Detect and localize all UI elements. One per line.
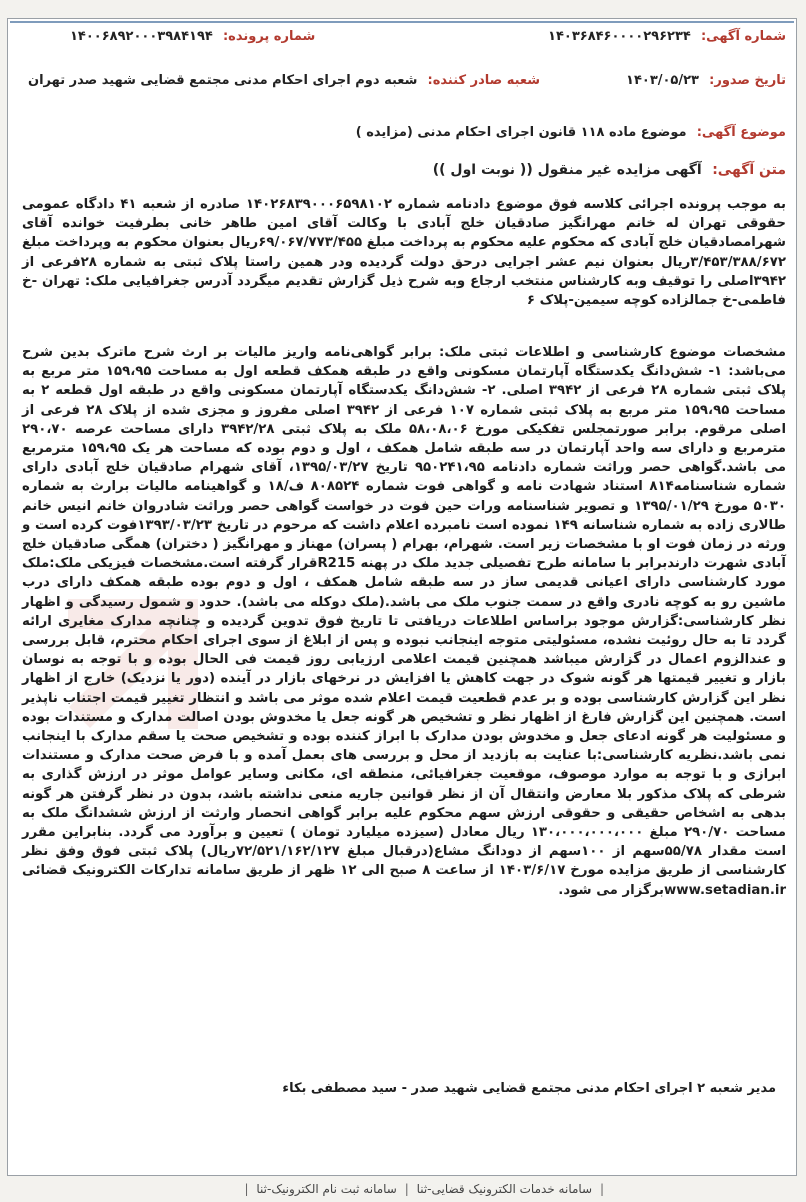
subject-label: موضوع آگهی: — [696, 125, 786, 140]
notice-number — [548, 27, 786, 47]
signature-line: مدیر شعبه ۲ اجرای احکام مدنی مجتمع قضایی شهید صدر - سید مصطفی بکاء — [282, 1081, 776, 1096]
notice-text-title — [18, 159, 786, 181]
notice-number-value: ۱۴۰۳۶۸۴۶۰۰۰۰۲۹۶۲۳۴ — [548, 29, 691, 44]
issue-date-label: تاریخ صدور: — [709, 73, 786, 88]
issuer — [28, 71, 540, 91]
footer-link-sana-registration[interactable]: سامانه ثبت نام الکترونیک-ثنا — [256, 1182, 397, 1196]
issue-date-value: ۱۴۰۳/۰۵/۲۳ — [626, 73, 699, 88]
case-number — [70, 27, 315, 47]
footer-link-sana-services[interactable]: سامانه خدمات الکترونیک قضایی-ثنا — [416, 1182, 593, 1196]
footer-separator: | — [244, 1182, 249, 1196]
footer-bar — [0, 1176, 806, 1202]
footer-separator: | — [404, 1182, 409, 1196]
body-paragraph-2: مشخصات موضوع کارشناسی و اطلاعات ثبتی ملک: برابر گواهی‌نامه واریز مالیات بر ارث شرح ماترک بدین شرح می‌باشد: ۱- شش‌دانگ یکدستگاه آپارتمان مسکونی واقع در طبقه همکف قطعه اول به مساحت ۱۵۹،۹۵ متر مربع به پلاک ثبتی شماره ۲۸ فرعی از ۳۹۴۲ اصلی. ۲- شش‌دانگ یکدستگاه آپارتمان مسکونی واقع در طبقه اول قطعه ۲ به مساحت ۱۵۹،۹۵ متر مربع به پلاک ثبتی شماره ۱۰۷ فرعی از ۳۹۴۲ اصلی مفروز و مجزی شده از پلاک ۲۸ فرعی از اصلی مرقوم. برابر صورتمجلس تفکیکی مورخ ۵۸،۰۸،۰۶ ملک به پلاک ثبتی ۳۹۴۲/۲۸ دارای مساحت عرصه ۲۹۰،۷۰ مترمربع و دارای سه واحد آپارتمان در سه طبقه شامل همکف ، اول و دوم بوده که مساحت هر یک ۱۵۹،۹۵ مترمربع می باشد.گواهی حصر وراثت شماره دادنامه ۹۵۰۲۴۱،۹۵ تاریخ ۱۳۹۵/۰۳/۲۷، آقای شهرام صادقیان خلج آبادی دارای شماره شناسنامه۸۱۴ استناد شهادت نامه و گواهی فوت شماره ۸۰۸۵۲۴ ف/۱۸ و گواهینامه مالیات برارث به شماره ۵۰۳۰ مورخ ۱۳۹۵/۰۱/۲۹ و تصویر شناسنامه ورات حین فوت در خواست گواهی حصر وراثت شادروان خانم انیس خانم طالاری زاده به شماره شناسانه ۱۴۹ نموده است نامبرده اعلام داشت که مرحوم در تاریخ ۱۳۹۳/۰۳/۲۳فوت کرده است و ورثه در زمان فوت او با مشخصات زیر است. شهرام، بهرام ( پسران) مهناز و مهرانگیز ( دختران) همگی صادقیان خلج آبادی شهرت دارندبرابر با سامانه طرح تفصیلی جدید ملک در پهنه R215قرار گرفته است.مشخصات فیزیکی ملک:ملک مورد کارشناسی دارای اعیانی قدیمی ساز در سه طبقه شامل همکف ، اول و دوم بوده طبقه همکف دارای درب ماشین رو به کوچه نادری واقع در سمت جنوب ملک می باشد.(ملک دوکله می باشد). حدود و شمول رسیدگی و اظهار نظر کارشناسی:گزارش موجود براساس اطلاعات دریافتی تا تاریخ فوق تدوین گردیده و چنانچه مدارک مغایری ارائه گردد تا به حال روئیت نشده، مسئولیتی متوجه اینجانب نبوده و پس از ابلاغ از سوی اجرای احکام محترم، قابل بررسی و عندالزوم اعمال در گزارش میباشد همچنین قیمت اعلامی ارزیابی روز قیمت فی الحال بوده و با توجه به نوسان بازار و تغییر قیمتها هر گونه شوک در جهت کاهش یا افزایش در نرخهای بازار در آینده (دور یا نزدیک) خارج از اظهار نظر این گزارش کارشناسی بوده و بر عدم قطعیت قیمت اعلام شده موثر می باشد و انتظار تغییر قیمت اجتناب ناپذیر است. همچنین این گزارش فارغ از اظهار نظر و تشخیص هر گونه جعل یا مخدوش بودن اصالت مدارک و مستندات بوده و مسئولیت هر گونه ادعای جعل و مخدوش بودن مدارک با ابراز کننده بوده و تشخیص صحت یا سقم مدارک با اینجانب نمی باشد.نظریه کارشناسی:با عنایت به بازدید از محل و بررسی های بعمل آمده و با فرض صحت مدارک و مستندات ابرازی و با توجه به موارد موصوف، موقعیت جغرافیائی، منطقه ای، مکانی وسایر عوامل موثر در ارزش گذاری به شرطی که پلاک مذکور بلا معارض وانتقال آن از نظر قوانین جاریه منعی نداشته باشد، بدون در نظر گرفتن هر گونه بدهی به اشخاص حقیقی و حقوقی ارزش سهم محکوم علیه برابر گواهی انحصار وارثت از ارزش ششدانگ ملک به مساحت ۲۹۰/۷۰ مبلغ ۱۳۰،۰۰۰،۰۰۰،۰۰۰ ریال معادل (سیزده میلیارد تومان ) تعیین و برآورد می گردد. بنابراین مقرر است مقدار ۵۵/۷۸سهم از ۱۰۰سهم از دودانگ مشاع(درقبال مبلغ ۷۲/۵۲۱/۱۶۲/۱۲۷ریال) پلاک ثبتی فوق وفق نظر کارشناسی از طریق مزایده مورخ ۱۴۰۳/۶/۱۷ از ساعت ۸ صبح الی ۱۲ ظهر از طریق سامانه تدارکات الکترونیک قضائی www.setadian.irبرگزار می شود. — [22, 345, 787, 898]
top-frame-line — [10, 21, 794, 23]
case-number-label: شماره پرونده: — [222, 29, 316, 44]
subject-value: موضوع ماده ۱۱۸ قانون اجرای احکام مدنی (مزایده ) — [355, 125, 687, 140]
issuer-label: شعبه صادر کننده: — [427, 73, 541, 88]
notice-number-label: شماره آگهی: — [700, 29, 786, 44]
issuer-value: شعبه دوم اجرای احکام مدنی مجتمع قضایی شهید صدر تهران — [28, 73, 418, 88]
notice-subject — [18, 123, 786, 143]
body-paragraph-1: به موجب پرونده اجرائی کلاسه فوق موضوع دادنامه شماره ۱۴۰۲۶۸۳۹۰۰۰۶۵۹۸۱۰۲ صادره از شعبه ۴۱ دادگاه عمومی حقوقی تهران له خانم مهرانگیز صادقیان خلج آبادی با وکالت آقای امین طاهر خانی بطرفیت خوانده آقای شهرامصادقیان خلج آبادی که محکوم علیه محکوم به پرداخت مبلغ ۶۹/۰۶۷/۷۷۳/۴۵۵ریال بعنوان محکوم به وپرداخت مبلغ ۳/۴۵۳/۳۸۸/۶۷۲ریال بعنوان نیم عشر اجرایی درحق دولت گردیده ودر همین راستا پلاک ثبتی به شماره ۲۸فرعی از ۳۹۴۲اصلی را توقیف وبه کارشناس منتخب ارجاع وبه شرح ذیل گزارش تقدیم میگردد آدرس جغرافیایی ملک: تهران -خ فاطمی-خ جمالزاده کوچه سیمین-پلاک ۶ — [22, 197, 786, 309]
notice-card — [7, 18, 797, 1176]
footer-separator: | — [599, 1182, 604, 1196]
footer-links — [241, 1180, 609, 1198]
issue-date — [626, 71, 786, 91]
text-title-value: آگهی مزایده غیر منقول (( نوبت اول )) — [432, 162, 702, 178]
text-title-label: متن آگهی: — [712, 162, 786, 178]
case-number-value: ۱۴۰۰۶۸۹۲۰۰۰۳۹۸۴۱۹۴ — [70, 29, 213, 44]
